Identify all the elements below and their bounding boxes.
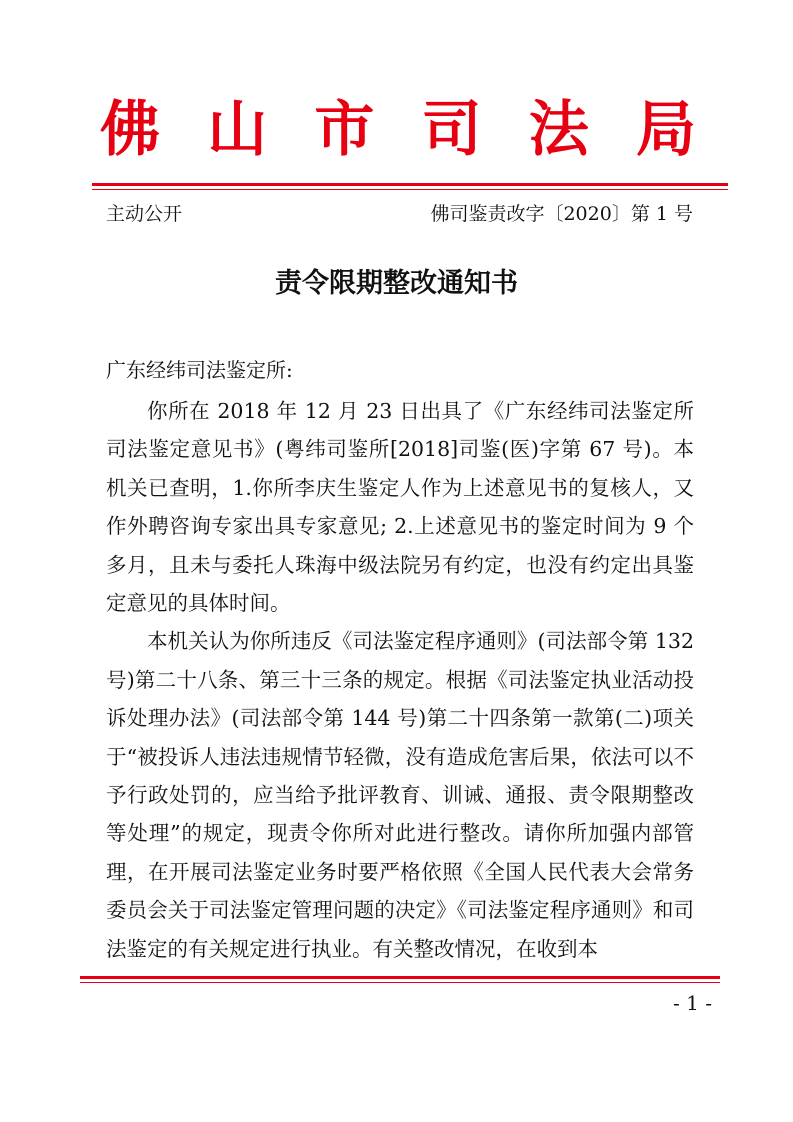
authority-char: 佛 [100, 95, 160, 165]
disclosure-label: 主动公开 [106, 203, 183, 225]
document-number: 佛司鉴责改字〔2020〕第 1 号 [430, 203, 693, 225]
body-paragraph: 本机关认为你所违反《司法鉴定程序通则》(司法部令第 132 号)第二十八条、第三十三条的规定。根据《司法鉴定执业活动投诉处理办法》(司法部令第 144 号)第二十四条第一款第(二)项关于“被投诉人违法违规情节轻微，没有造成危害后果，依法可以不予行政处罚的，应当给予批评教育、训诫、通报、责令限期整改等处理”的规定，现责令你所对此进行整改。请你所加强内部管理，在开展司法鉴定业务时要严格依照《全国人民代表大会常务委员会关于司法鉴定管理问题的决定》《司法鉴定程序通则》和司法鉴定的有关规定进行执业。有关整改情况，在收到本 [106, 629, 694, 961]
header-divider-thick [92, 183, 728, 186]
document-body [106, 392, 694, 968]
footer-divider-thick [80, 976, 720, 979]
footer-divider-thin [80, 982, 720, 983]
authority-char: 司 [421, 95, 482, 165]
issuing-authority-title [100, 92, 696, 168]
authority-char: 山 [207, 95, 268, 165]
document-title: 责令限期整改通知书 [275, 268, 518, 299]
page-number: - 1 - [673, 991, 712, 1015]
header-divider-thin [92, 189, 728, 190]
authority-char: 法 [528, 95, 589, 165]
body-paragraph: 你所在 2018 年 12 月 23 日出具了《广东经纬司法鉴定所司法鉴定意见书》(粤纬司鉴所[2018]司鉴(医)字第 67 号)。本机关已查明，1.你所李庆生鉴定人作为上述意见书的复核人，又作外聘咨询专家出具专家意见; 2.上述意见书的鉴定时间为 9 个多月，且未与委托人珠海中级法院另有约定，也没有约定出具鉴定意见的具体时间。 [106, 399, 694, 616]
addressee: 广东经纬司法鉴定所: [106, 358, 293, 382]
authority-char: 局 [635, 95, 696, 165]
authority-char: 市 [314, 95, 375, 165]
